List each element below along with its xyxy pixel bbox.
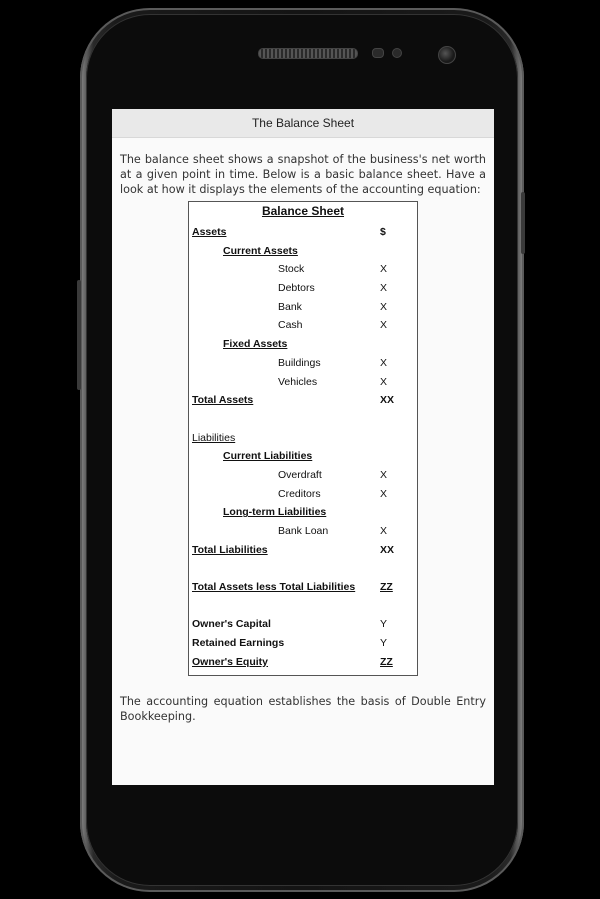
table-row xyxy=(189,484,417,503)
title-bar xyxy=(112,109,494,138)
line-item-value: X xyxy=(380,300,388,313)
long-term-liabilities-heading: Long-term Liabilities xyxy=(223,506,327,519)
fixed-assets-heading: Fixed Assets xyxy=(223,338,288,351)
net-assets-label: Total Assets less Total Liabilities xyxy=(192,581,356,594)
retained-earnings-value: Y xyxy=(380,637,388,650)
retained-earnings-label: Retained Earnings xyxy=(192,637,285,650)
table-row xyxy=(189,353,417,372)
line-item-name: Overdraft xyxy=(278,468,322,481)
line-item-name: Bank xyxy=(278,300,302,313)
table-row xyxy=(189,502,417,521)
total-assets-value: XX xyxy=(380,394,395,407)
line-item-name: Debtors xyxy=(278,282,315,295)
line-item-value: X xyxy=(380,282,388,295)
line-item-name: Stock xyxy=(278,263,305,276)
line-item-value: X xyxy=(380,375,388,388)
liabilities-heading: Liabilities xyxy=(192,431,236,444)
article-content xyxy=(112,138,494,724)
table-row xyxy=(189,334,417,353)
table-row xyxy=(189,241,417,260)
line-item-value: X xyxy=(380,356,388,369)
table-row xyxy=(189,222,417,241)
earpiece-speaker xyxy=(258,48,358,59)
current-liabilities-heading: Current Liabilities xyxy=(223,450,313,463)
net-assets-value: ZZ xyxy=(380,581,393,594)
current-assets-heading: Current Assets xyxy=(223,244,298,257)
table-row xyxy=(189,372,417,391)
sensor-icon xyxy=(392,48,402,58)
table-row xyxy=(189,297,417,316)
owners-capital-value: Y xyxy=(380,618,388,631)
table-row xyxy=(189,390,417,409)
page-title: The Balance Sheet xyxy=(251,116,355,130)
line-item-value: X xyxy=(380,263,388,276)
table-row xyxy=(189,259,417,278)
intro-paragraph: The balance sheet shows a snapshot of the business's net worth at a given point in time. Below is a basic balance sheet. Have a look at how it displays the elements of the accounting equation: xyxy=(120,153,486,196)
line-item-value: X xyxy=(380,487,388,500)
total-assets-label: Total Assets xyxy=(192,394,254,407)
line-item-name: Buildings xyxy=(278,356,321,369)
owners-equity-value: ZZ xyxy=(380,655,393,668)
owners-equity-label: Owner's Equity xyxy=(192,655,269,668)
front-camera-icon xyxy=(438,46,456,64)
balance-sheet-title: Balance Sheet xyxy=(261,204,345,218)
line-item-name: Cash xyxy=(278,319,303,332)
table-row xyxy=(189,428,417,447)
line-item-name: Bank Loan xyxy=(278,525,329,537)
total-liabilities-value: XX xyxy=(380,543,395,556)
line-item-value: X xyxy=(380,468,388,481)
table-row xyxy=(189,633,417,652)
table-row xyxy=(189,315,417,334)
outro-paragraph: The accounting equation establishes the basis of Double Entry Bookkeeping. xyxy=(120,694,486,723)
table-row xyxy=(189,521,417,540)
total-liabilities-label: Total Liabilities xyxy=(192,543,268,556)
assets-heading: Assets xyxy=(192,226,227,238)
table-row xyxy=(189,465,417,484)
currency-symbol: $ xyxy=(380,226,386,238)
line-item-value: X xyxy=(380,319,388,332)
app-screen xyxy=(112,109,494,785)
table-row xyxy=(189,446,417,465)
power-button[interactable] xyxy=(521,192,525,254)
owners-capital-label: Owner's Capital xyxy=(192,618,271,631)
table-row xyxy=(189,540,417,559)
sensor-icon xyxy=(372,48,384,58)
line-item-value: X xyxy=(380,525,388,537)
volume-button[interactable] xyxy=(77,280,81,390)
table-row xyxy=(189,278,417,297)
table-row xyxy=(189,614,417,633)
line-item-name: Creditors xyxy=(278,487,321,500)
table-row xyxy=(189,577,417,596)
balance-sheet-table xyxy=(188,201,418,676)
line-item-name: Vehicles xyxy=(278,375,318,388)
table-row xyxy=(189,652,417,671)
